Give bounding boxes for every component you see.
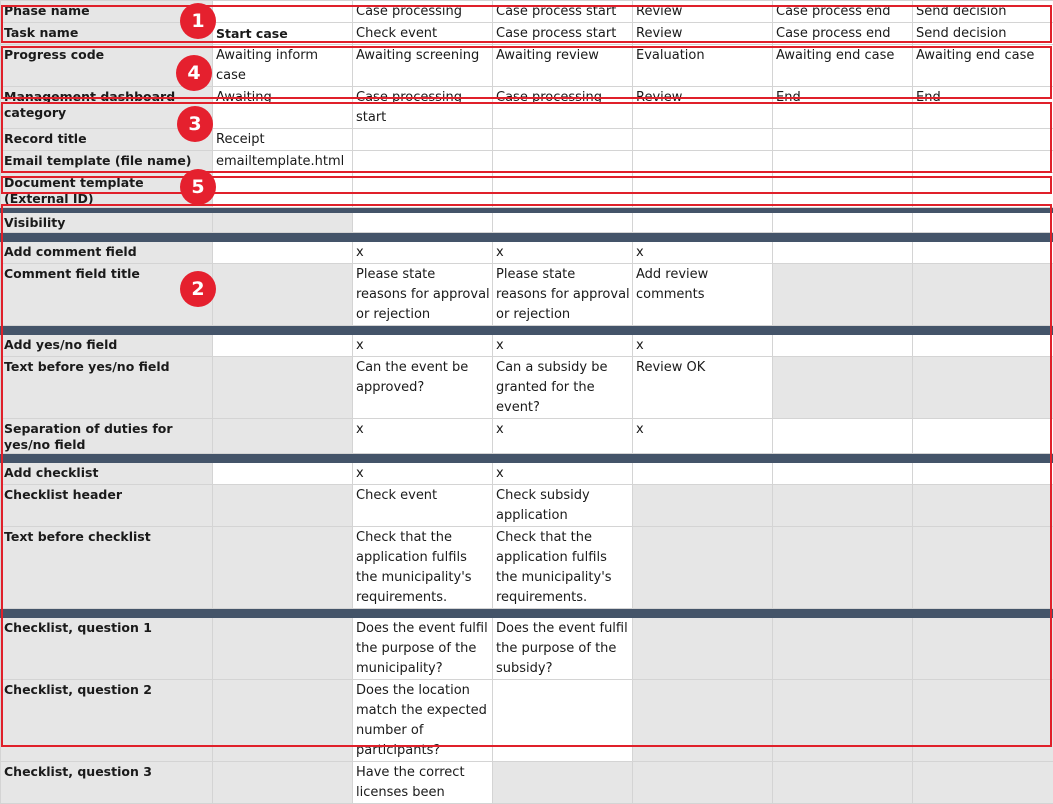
row-visibility [1,213,1053,233]
cell[interactable]: emailtemplate.html [213,151,353,173]
cell[interactable]: Have the correct licenses been [353,762,493,804]
cell[interactable] [213,463,353,485]
cell[interactable]: Awaiting end case [773,45,913,87]
cell[interactable]: Case process end [773,1,913,23]
cell[interactable]: Awaiting review [493,45,633,87]
row-email-template [1,151,1053,173]
cell[interactable] [913,618,1053,680]
section-separator-cell [1,326,1053,335]
cell[interactable]: Case processing [353,1,493,23]
cell[interactable] [633,173,773,208]
row-checklist-header [1,485,1053,527]
row-checklist-question-1 [1,618,1053,680]
cell[interactable]: Check event [353,485,493,527]
cell[interactable] [773,485,913,527]
cell[interactable] [213,242,353,264]
cell[interactable] [213,173,353,208]
cell[interactable] [773,762,913,804]
cell[interactable] [633,618,773,680]
cell[interactable]: x [353,242,493,264]
cell[interactable] [773,173,913,208]
row-text-before-yes-no-field [1,357,1053,419]
cell[interactable]: Case process start [493,23,633,45]
cell[interactable]: Check event [353,23,493,45]
cell[interactable] [213,335,353,357]
cell[interactable] [633,485,773,527]
cell[interactable] [913,151,1053,173]
row-management-dashboard-category [1,87,1053,129]
row-task-name [1,23,1053,45]
section-separator [1,326,1053,335]
cell[interactable] [493,213,633,233]
cell[interactable]: Case processing [493,87,633,129]
cell[interactable] [213,213,353,233]
cell[interactable] [493,680,633,762]
cell[interactable] [773,527,913,609]
cell[interactable]: Awaiting end case [913,45,1053,87]
cell[interactable] [213,762,353,804]
cell[interactable] [213,1,353,23]
cell[interactable] [633,213,773,233]
section-separator [1,609,1053,618]
cell[interactable]: Does the event fulfil the purpose of the municipality? [353,618,493,680]
cell[interactable] [913,485,1053,527]
cell[interactable]: Does the location match the expected number of participants? [353,680,493,762]
cell[interactable] [633,463,773,485]
cell[interactable]: Case process start [493,1,633,23]
cell[interactable]: Please state reasons for approval or rejection [493,264,633,326]
cell[interactable]: Case processing start [353,87,493,129]
row-label[interactable]: Visibility [1,213,213,233]
row-label[interactable]: Separation of duties for yes/no field [1,419,213,454]
row-label[interactable]: Document template (External ID) [1,173,213,208]
row-add-checklist [1,463,1053,485]
cell[interactable]: Review OK [633,357,773,419]
cell[interactable] [773,680,913,762]
cell[interactable] [353,213,493,233]
row-label[interactable]: Text before yes/no field [1,357,213,419]
cell[interactable]: Case process end [773,23,913,45]
cell[interactable]: Add review comments [633,264,773,326]
cell[interactable] [913,173,1053,208]
cell[interactable]: Review [633,23,773,45]
cell[interactable] [633,527,773,609]
row-phase-name [1,1,1053,23]
cell[interactable]: x [353,419,493,454]
cell[interactable]: Send decision [913,1,1053,23]
row-label[interactable]: Checklist, question 2 [1,680,213,762]
cell[interactable] [213,618,353,680]
cell[interactable]: Awaiting [213,87,353,129]
cell[interactable]: Awaiting screening [353,45,493,87]
cell[interactable]: Check that the application fulfils the municipality's requirements. [353,527,493,609]
cell[interactable]: Awaiting inform case [213,45,353,87]
cell[interactable] [913,357,1053,419]
cell[interactable] [773,264,913,326]
cell[interactable] [633,129,773,151]
section-separator-cell [1,233,1053,242]
cell[interactable] [493,151,633,173]
section-separator [1,233,1053,242]
cell[interactable] [493,129,633,151]
cell[interactable]: x [493,419,633,454]
cell[interactable] [633,680,773,762]
cell[interactable]: Please state reasons for approval or rejection [353,264,493,326]
row-label[interactable]: Checklist header [1,485,213,527]
section-separator [1,454,1053,463]
cell[interactable] [913,213,1053,233]
callout-badge-2: 2 [180,271,216,307]
row-label[interactable]: Add comment field [1,242,213,264]
row-label[interactable]: Phase name [1,1,213,23]
callout-badge-3: 3 [177,106,213,142]
cell[interactable]: x [633,419,773,454]
cell[interactable]: Check that the application fulfils the municipality's requirements. [493,527,633,609]
cell[interactable]: Start case [213,23,353,45]
cell[interactable] [913,527,1053,609]
cell[interactable] [213,357,353,419]
cell[interactable]: Can the event be approved? [353,357,493,419]
row-text-before-checklist [1,527,1053,609]
cell[interactable]: x [633,335,773,357]
cell[interactable] [353,129,493,151]
cell[interactable]: End [773,87,913,129]
callout-badge-5: 5 [180,169,216,205]
row-add-comment-field [1,242,1053,264]
cell[interactable] [773,419,913,454]
cell[interactable] [913,335,1053,357]
cell[interactable] [213,527,353,609]
cell[interactable]: x [493,242,633,264]
cell[interactable] [773,357,913,419]
row-add-yes-no-field [1,335,1053,357]
cell[interactable]: Evaluation [633,45,773,87]
cell[interactable] [213,485,353,527]
cell[interactable] [633,762,773,804]
cell[interactable] [213,419,353,454]
cell[interactable] [913,419,1053,454]
cell[interactable] [773,151,913,173]
row-label[interactable]: Add checklist [1,463,213,485]
row-label[interactable]: Record title [1,129,213,151]
cell[interactable]: x [633,242,773,264]
cell[interactable] [913,242,1053,264]
row-progress-code [1,45,1053,87]
cell[interactable]: Review [633,87,773,129]
cell[interactable] [913,463,1053,485]
cell[interactable]: Review [633,1,773,23]
cell[interactable] [773,463,913,485]
section-separator-cell [1,454,1053,463]
row-separation-of-duties [1,419,1053,454]
row-checklist-question-2 [1,680,1053,762]
cell[interactable]: x [353,463,493,485]
row-label[interactable]: Progress code [1,45,213,87]
callout-badge-1: 1 [180,3,216,39]
row-label[interactable]: Management dashboard category [1,87,213,129]
cell[interactable] [773,618,913,680]
cell[interactable] [913,264,1053,326]
cell[interactable] [633,151,773,173]
cell[interactable]: Can a subsidy be granted for the event? [493,357,633,419]
row-comment-field-title [1,264,1053,326]
row-record-title [1,129,1053,151]
row-label[interactable]: Task name [1,23,213,45]
cell[interactable]: End [913,87,1053,129]
row-checklist-question-3 [1,762,1053,804]
cell[interactable] [913,762,1053,804]
callout-badge-4: 4 [176,55,212,91]
cell[interactable] [913,680,1053,762]
row-label[interactable]: Text before checklist [1,527,213,609]
section-separator-cell [1,609,1053,618]
cell[interactable] [353,151,493,173]
cell[interactable] [773,242,913,264]
cell[interactable]: x [353,335,493,357]
row-document-template [1,173,1053,208]
cell[interactable]: Send decision [913,23,1053,45]
cell[interactable] [773,129,913,151]
cell[interactable]: Receipt [213,129,353,151]
cell[interactable] [773,335,913,357]
row-label[interactable]: Email template (file name) [1,151,213,173]
cell[interactable] [213,264,353,326]
cell[interactable]: Check subsidy application [493,485,633,527]
cell[interactable] [493,173,633,208]
cell[interactable]: Does the event fulfil the purpose of the subsidy? [493,618,633,680]
cell[interactable] [213,680,353,762]
row-label[interactable]: Checklist, question 1 [1,618,213,680]
cell[interactable]: x [493,463,633,485]
cell[interactable] [493,762,633,804]
cell[interactable]: x [493,335,633,357]
row-label[interactable]: Comment field title [1,264,213,326]
cell[interactable] [913,129,1053,151]
cell[interactable] [353,173,493,208]
row-label[interactable]: Checklist, question 3 [1,762,213,804]
row-label[interactable]: Add yes/no field [1,335,213,357]
cell[interactable] [773,213,913,233]
